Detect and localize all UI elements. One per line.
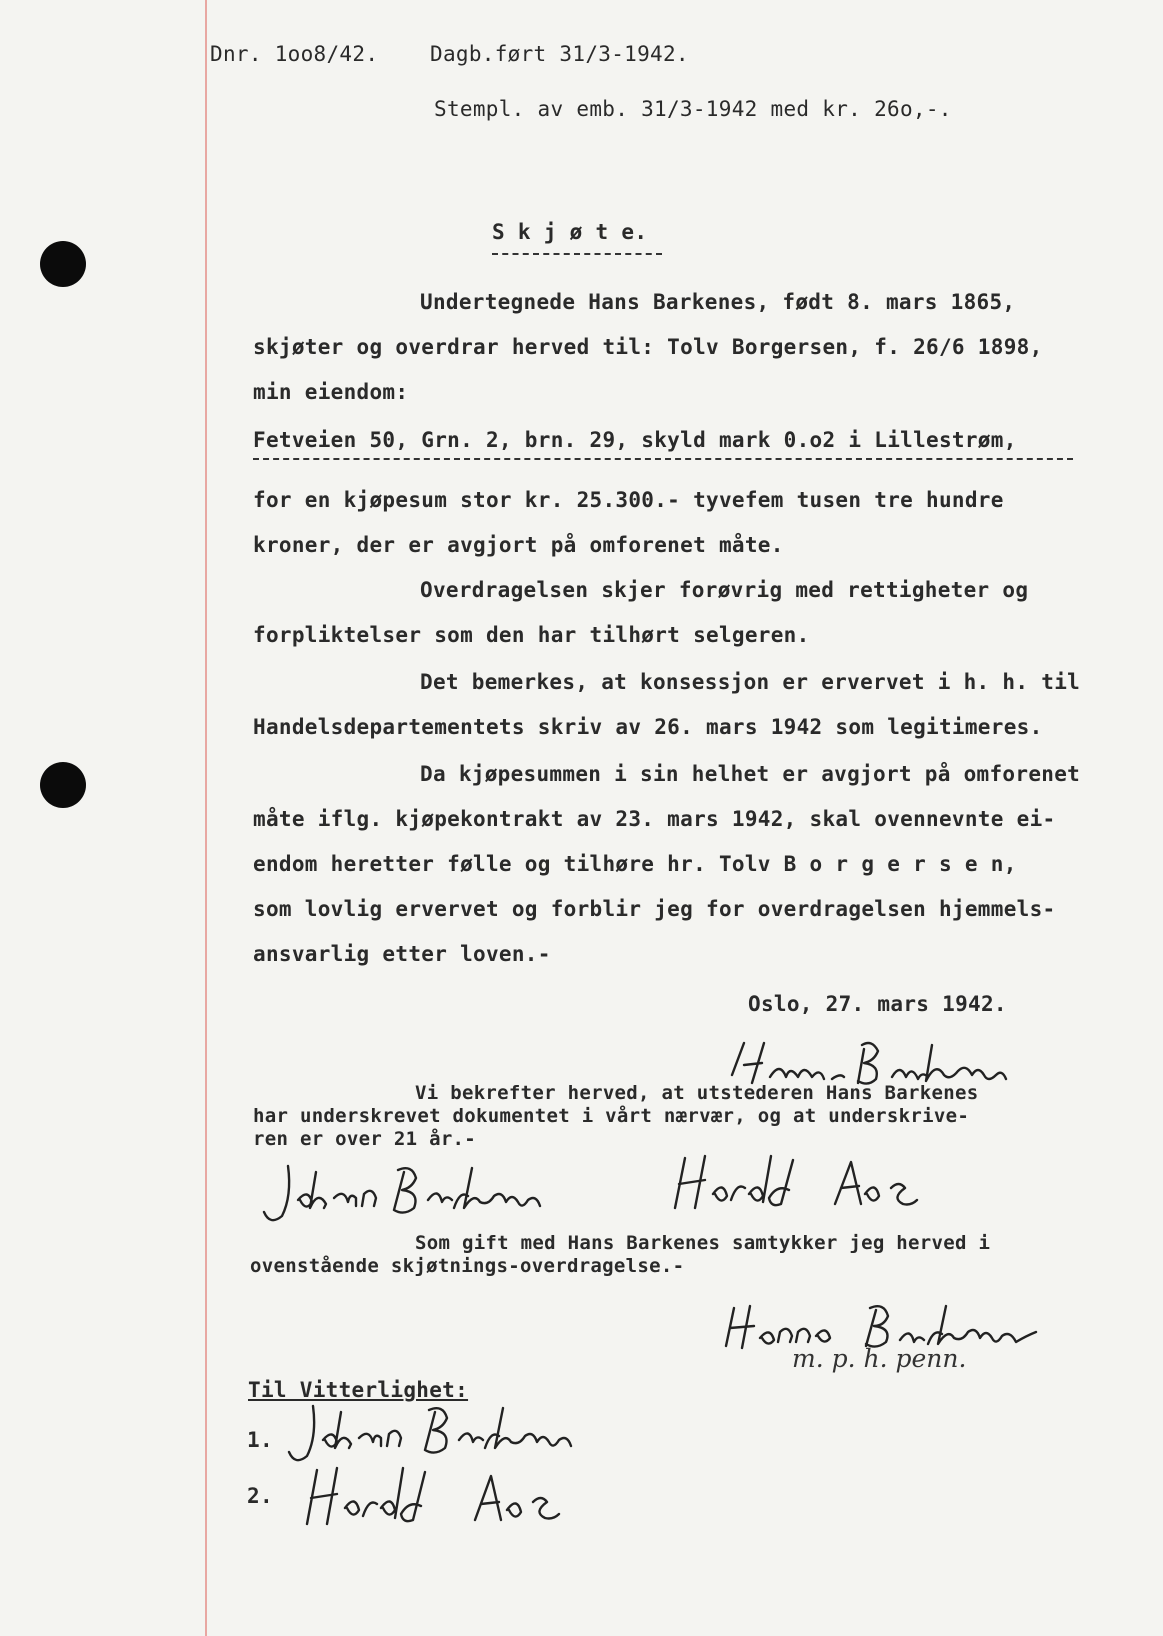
red-margin-line	[205, 0, 207, 1636]
property-line: Fetveien 50, Grn. 2, brn. 29, skyld mark 0.o2 i Lillestrøm,	[253, 428, 1017, 452]
body-line: for en kjøpesum stor kr. 25.300.- tyvefem tusen tre hundre	[253, 488, 1004, 512]
stamp-line: Stempl. av emb. 31/3-1942 med kr. 26o,-.	[434, 97, 952, 121]
signature-johan-barkenes	[258, 1160, 578, 1230]
body-line: Handelsdepartementets skriv av 26. mars 1942 som legitimeres.	[253, 715, 1043, 739]
consent-line: Som gift med Hans Barkenes samtykker jeg herved i	[415, 1232, 991, 1254]
body-line: måte iflg. kjøpekontrakt av 23. mars 1942, skal ovennevnte ei-	[253, 807, 1056, 831]
property-underline	[253, 458, 1073, 460]
body-line: ansvarlig etter loven.-	[253, 942, 551, 966]
witness-line: ren er over 21 år.-	[253, 1128, 477, 1150]
signature-harald-aas-2	[295, 1460, 595, 1535]
body-line: Det bemerkes, at konsessjon er ervervet i h. h. til	[420, 670, 1081, 694]
body-line: Da kjøpesummen i sin helhet er avgjort på omforenet	[420, 762, 1081, 786]
body-line: Overdragelsen skjer forøvrig med rettigheter og	[420, 578, 1029, 602]
dagbok-entry: Dagb.ført 31/3-1942.	[430, 42, 689, 66]
by-hand-note: m. p. h. penn.	[792, 1344, 967, 1373]
body-line: som lovlig ervervet og forblir jeg for overdragelsen hjemmels-	[253, 897, 1056, 921]
body-line: kroner, der er avgjort på omforenet måte.	[253, 533, 784, 557]
witness-line: har underskrevet dokumentet i vårt nærvær, og at underskrive-	[253, 1105, 970, 1127]
body-line: Undertegnede Hans Barkenes, født 8. mars 1865,	[420, 290, 1016, 314]
document-title: S k j ø t e.	[492, 220, 648, 244]
body-line: min eiendom:	[253, 380, 409, 404]
consent-line: ovenstående skjøtnings-overdragelse.-	[250, 1255, 685, 1277]
body-line: endom heretter følle og tilhøre hr. Tolv B o r g e r s e n,	[253, 852, 1017, 876]
witness-line: Vi bekrefter herved, at utstederen Hans Barkenes	[415, 1082, 979, 1104]
title-underline	[492, 253, 662, 255]
body-line: forpliktelser som den har tilhørt selgeren.	[253, 623, 810, 647]
witness-number-2: 2.	[247, 1484, 273, 1508]
punch-hole-top	[40, 241, 86, 287]
punch-hole-bottom	[40, 762, 86, 808]
witness-number-1: 1.	[247, 1428, 273, 1452]
body-line: skjøter og overdrar herved til: Tolv Borgersen, f. 26/6 1898,	[253, 335, 1043, 359]
place-and-date: Oslo, 27. mars 1942.	[748, 992, 1007, 1016]
dnr-number: Dnr. 1oo8/42.	[210, 42, 379, 66]
vitterlighet-heading: Til Vitterlighet:	[248, 1378, 469, 1402]
signature-harald-aas	[665, 1148, 925, 1218]
